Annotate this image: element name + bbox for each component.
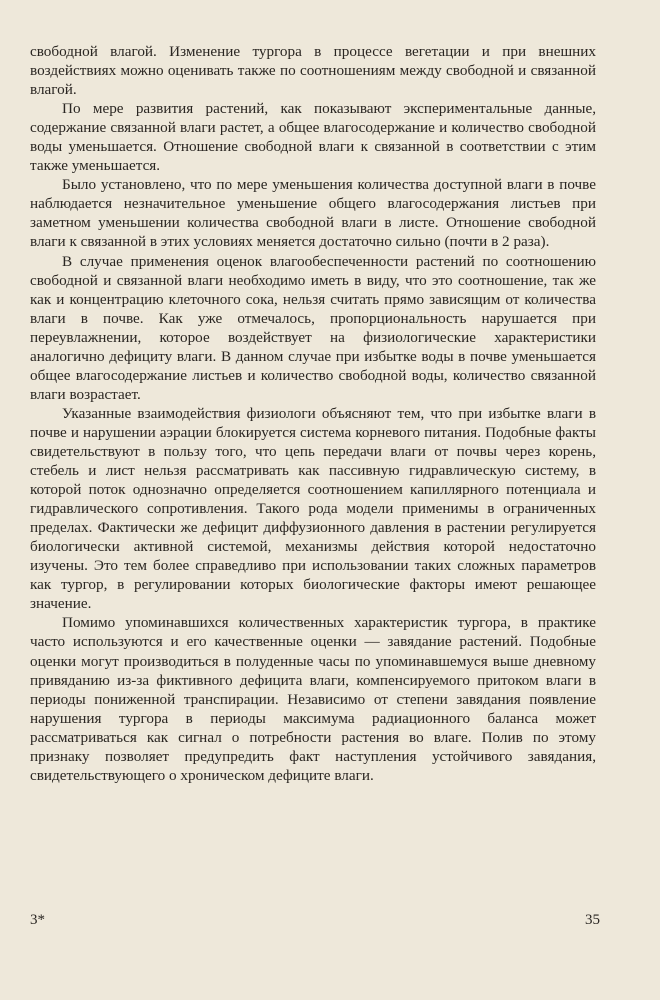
paragraph-2: По мере развития растений, как показывают экспериментальные данные, содержание связанной влаги растет, а общее влагосодержание и количество свободной воды уменьшается. Отношение свободной влаги к связанной в соответствии с этим также уменьшается. xyxy=(30,100,596,175)
page-number: 35 xyxy=(585,912,600,928)
paragraph-4: В случае применения оценок влагообеспеченности растений по соотношению свободной и связанной влаги необходимо иметь в виду, что это соотношение, так же как и концентрацию клеточного сока, нельзя считать прямо зависящим от количества влаги в почве. Как уже отмечалось, пропорциональность нарушается при переувлажнении, которое воздействует на физиологические характеристики аналогично дефициту влаги. В данном случае при избытке воды в почве уменьшается общее влагосодержание листьев и количество свободной воды, количество связанной влаги возрастает. xyxy=(30,252,596,403)
paragraph-1: свободной влагой. Изменение тургора в процессе вегетации и при внешних воздействиях можно оценивать также по соотношениям между свободной и связанной влагой. xyxy=(30,43,596,99)
signature-mark: 3* xyxy=(30,912,45,928)
body-text xyxy=(30,42,596,785)
paragraph-6: Помимо упоминавшихся количественных характеристик тургора, в практике часто используются и его качественные оценки — завядание растений. Подобные оценки могут производиться в полуденные часы по упоминавшемуся выше дневному привяданию из-за фиктивного дефицита влаги, компенсируемого притоком влаги в периоды пониженной транспирации. Независимо от степени завядания появление нарушения тургора в периоды максимума радиационного баланса может рассматриваться как сигнал о потребности растения во влаге. Полив по этому признаку позволяет предупредить факт наступления устойчивого завядания, свидетельствующего о хроническом дефиците влаги. xyxy=(30,614,596,784)
paragraph-3: Было установлено, что по мере уменьшения количества доступной влаги в почве наблюдается незначительное уменьшение общего влагосодержания листьев при заметном уменьшении количества свободной влаги в листе. Отношение свободной влаги к связанной в этих условиях меняется достаточно сильно (почти в 2 раза). xyxy=(30,176,596,251)
paragraph-5: Указанные взаимодействия физиологи объясняют тем, что при избытке влаги в почве и нарушении аэрации блокируется система корневого питания. Подобные факты свидетельствуют в пользу того, что цепь передачи влаги от почвы через корень, стебель и лист нельзя рассматривать как пассивную гидравлическую систему, в которой поток однозначно определяется соотношением капиллярного потенциала и гидравлического сопротивления. Такого рода модели применимы в ограниченных пределах. Фактически же дефицит диффузионного давления в растении регулируется биологически активной системой, механизмы действия которой недостаточно изучены. Это тем более справедливо при использовании таких сложных параметров как тургор, в регулировании которых биологические факторы имеют решающее значение. xyxy=(30,404,596,613)
